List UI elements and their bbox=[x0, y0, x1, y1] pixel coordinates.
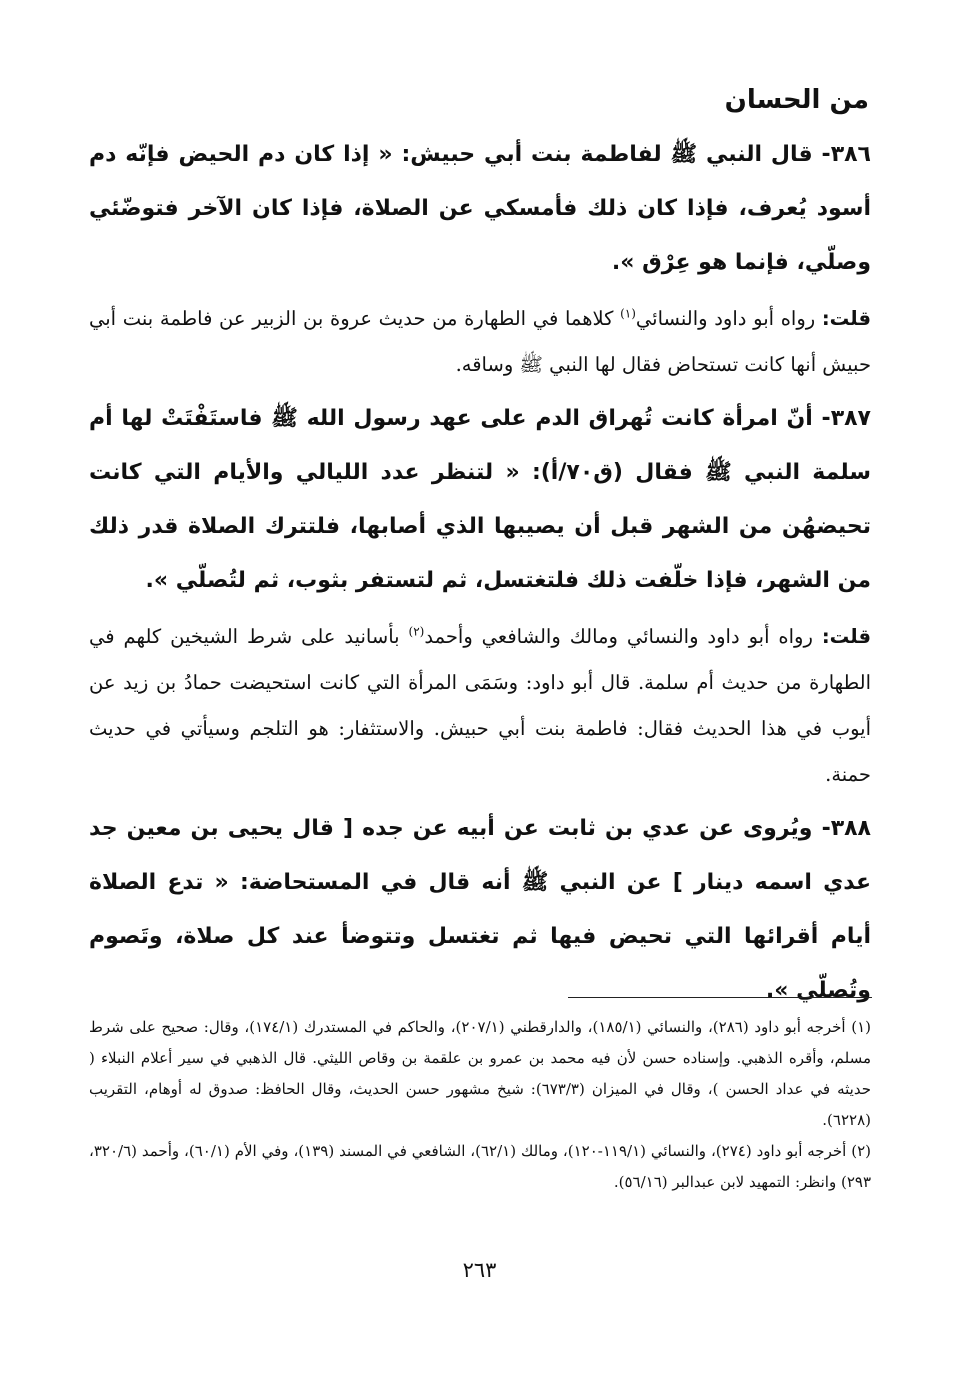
hadith-387: ٣٨٧- أنّ امرأة كانت تُهراق الدم على عهد رسول الله ﷺ فاستَفْتَتْ لها أم سلمة النبي ﷺ فقال (ق٧٠/أ): « لتنظر عدد الليالي والأيام التي كانت تحيضهُن من الشهر قبل أن يصيبها الذي أصابها، فلتترك الصلاة قدر ذلك من الشهر، فإذا خلّفت ذلك فلتغتسل، ثم لتستفر بثوب، ثم لتُصلّي ». bbox=[89, 406, 871, 593]
commentary-lead: قلت: bbox=[821, 307, 872, 330]
hadith-388: ٣٨٨- ويُروى عن عدي بن ثابت عن أبيه عن جده [ قال يحيى بن معين جد عدي اسمه دينار ] عن النبي ﷺ أنه قال في المستحاضة: « تدع الصلاة أيام أقرائها التي تحيض فيها ثم تغتسل وتتوضأ عند كل صلاة، وتَصوم وتُصلّي ». bbox=[89, 816, 871, 1003]
footnote-ref-1[interactable]: (١) bbox=[620, 306, 636, 321]
page-number: ٢٦٣ bbox=[462, 1258, 497, 1282]
commentary-387 bbox=[89, 614, 871, 798]
footnote-2: (٢) أخرجه أبو داود (٢٧٤)، والنسائي (١١٩/١-١٢٠)، ومالك (٦٢/١)، الشافعي في المسند (١٣٩)، وفي الأم (٦٠/١)، وأحمد (٣٢٠/٦، ٢٩٣) وانظر: التمهيد لابن عبدالبر (٥٦/١٦). bbox=[89, 1142, 871, 1191]
footnotes bbox=[89, 1012, 871, 1198]
commentary-386 bbox=[89, 296, 871, 388]
footnote-ref-2[interactable]: (٢) bbox=[408, 624, 425, 639]
commentary-text: رواه أبو داود والنسائي ومالك والشافعي وأحمد bbox=[424, 625, 822, 648]
commentary-text: بأسانيد على شرط الشيخين كلهم في الطهارة من حديث أم سلمة. قال أبو داود: وسَمَى المرأة التي كانت استحيضت حمادُ بن زيد عن أيوب في هذا الحديث فقال: فاطمة بنت أبي حبيش. والاستثفار: هو التلجم وسيأتي في حديث حمنة. bbox=[89, 625, 871, 786]
footnote-divider bbox=[568, 997, 872, 998]
hadith-386: ٣٨٦- قال النبي ﷺ لفاطمة بنت أبي حبيش: « إذا كان دم الحيض فإنّه دم أسود يُعرف، فإذا كان ذلك فأمسكي عن الصلاة، فإذا كان الآخر فتوضّئي وصلّي، فإنما هو عِرْق ». bbox=[89, 142, 871, 275]
footnote-1: (١) أخرجه أبو داود (٢٨٦)، والنسائي (١٨٥/١)، والدارقطني (٢٠٧/١)، والحاكم في المستدرك (١٧٤/١)، وقال: صحيح على شرط مسلم، وأقره الذهبي. وإسناده حسن لأن فيه محمد بن عمرو بن علقمة بن وقاص الليثي. قال الذهبي في سير أعلام النبلاء ( حديثه في عداد الحسن )، وقال في الميزان (٦٧٣/٣): شيخ مشهور حسن الحديث، وقال الحافظ: صدوق له أوهام، التقريب (٦٢٢٨). bbox=[89, 1018, 872, 1129]
commentary-text: رواه أبو داود والنسائي bbox=[635, 307, 822, 330]
commentary-lead: قلت: bbox=[821, 625, 871, 648]
commentary-text: كلاهما في الطهارة من حديث عروة بن الزبير عن فاطمة بنت أبي حبيش أنها كانت تستحاض فقال لها النبي ﷺ وساقه. bbox=[89, 307, 871, 376]
page-body bbox=[89, 128, 871, 1018]
section-heading: من الحسان bbox=[724, 85, 869, 115]
